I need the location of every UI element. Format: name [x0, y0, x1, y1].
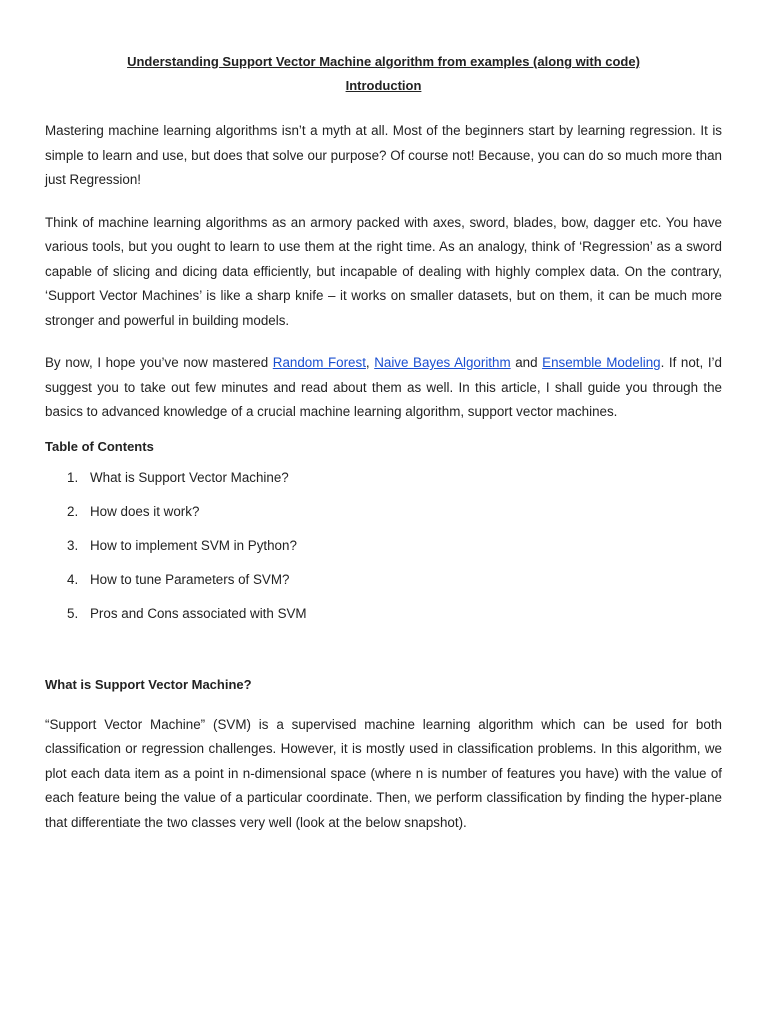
toc-item — [45, 571, 722, 588]
toc-item — [45, 503, 722, 520]
toc-item — [45, 605, 722, 622]
table-of-contents — [45, 469, 722, 622]
toc-item-text: How to tune Parameters of SVM? — [90, 571, 290, 587]
section-title-introduction: Introduction — [345, 78, 422, 93]
intro-p3-separator-2: and — [510, 355, 543, 370]
intro-paragraph-2: Think of machine learning algorithms as an armory packed with axes, sword, blades, bow, dagger etc. You have various tools, but you ought to learn to use them at the right time. As an analogy, think of ‘Regression’ as a sword capable of slicing and dicing data efficiently, but incapable of dealing with highly complex data. On the contrary, ‘Support Vector Machines’ is like a sharp knife – it works on smaller datasets, but on them, it can be much more stronger and powerful in building models. — [45, 214, 722, 328]
toc-item-number: 4. — [67, 571, 79, 587]
toc-item-number: 1. — [67, 469, 79, 485]
intro-p3-text-after: . If not, I’d suggest you to take out few minutes and read about them as well. In this article, I shall guide you through the basics to advanced knowledge of a crucial machine learning algorithm, support vector machines. — [45, 355, 722, 419]
toc-item-text: How to implement SVM in Python? — [90, 537, 297, 553]
toc-item-text: How does it work? — [90, 503, 200, 519]
document-page — [45, 53, 722, 835]
toc-item — [45, 469, 722, 486]
link-random-forest[interactable]: Random Forest — [272, 355, 366, 370]
toc-item-number: 3. — [67, 537, 79, 553]
toc-heading: Table of Contents — [45, 438, 154, 454]
document-title: Understanding Support Vector Machine algorithm from examples (along with code) — [127, 54, 640, 69]
intro-paragraph-1: Mastering machine learning algorithms isn’t a myth at all. Most of the beginners start by learning regression. It is simple to learn and use, but does that solve our purpose? Of course not! Because, you can do so much more than just Regression! — [45, 123, 722, 187]
toc-item-number: 5. — [67, 605, 79, 621]
intro-p3-text-before: By now, I hope you’ve now mastered — [45, 355, 273, 370]
intro-paragraph-3 — [45, 351, 722, 425]
link-naive-bayes[interactable]: Naive Bayes Algorithm — [374, 355, 511, 370]
toc-item-number: 2. — [67, 503, 79, 519]
toc-item-text: Pros and Cons associated with SVM — [90, 605, 307, 621]
toc-item-text: What is Support Vector Machine? — [90, 469, 289, 485]
toc-item — [45, 537, 722, 554]
link-ensemble-modeling[interactable]: Ensemble Modeling — [542, 355, 661, 370]
svm-section-heading: What is Support Vector Machine? — [45, 676, 252, 692]
intro-p3-separator-1: , — [365, 355, 375, 370]
svm-paragraph-1: “Support Vector Machine” (SVM) is a supervised machine learning algorithm which can be used for both classification or regression challenges. However, it is mostly used in classification problems. In this algorithm, we plot each data item as a point in n-dimensional space (where n is number of features you have) with the value of each feature being the value of a particular coordinate. Then, we perform classification by finding the hyper-plane that differentiate the two classes very well (look at the below snapshot). — [45, 716, 722, 830]
